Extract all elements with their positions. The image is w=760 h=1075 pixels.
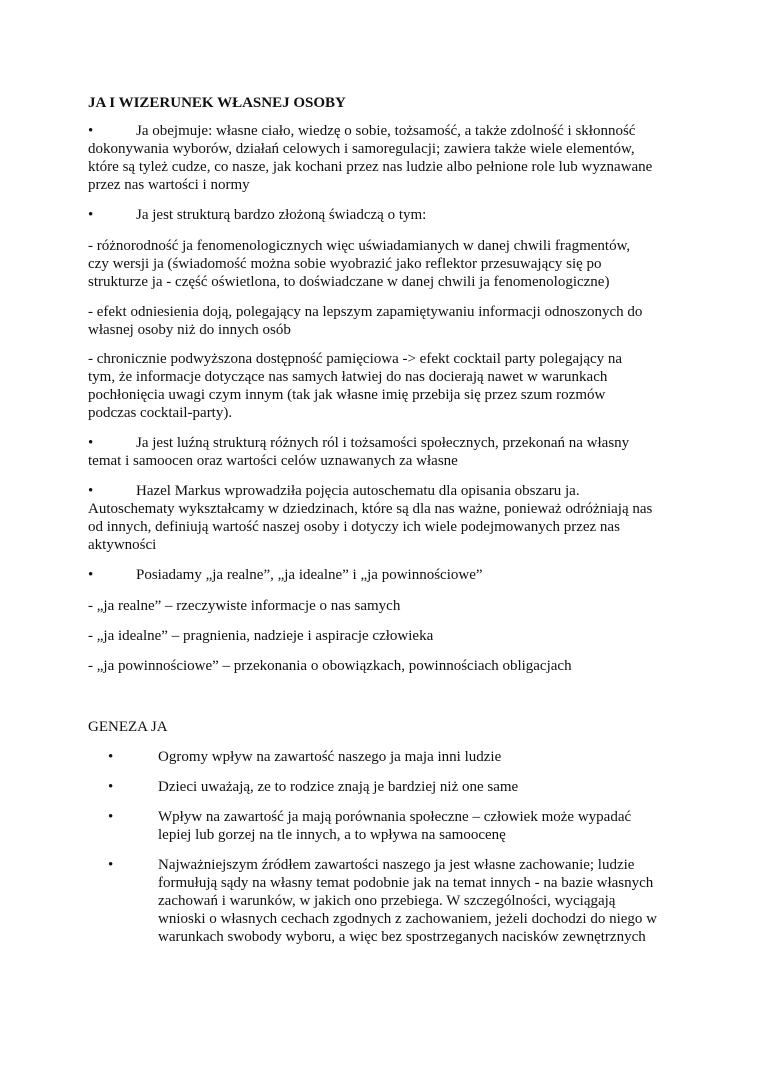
paragraph-efekt-odniesienia: [88, 303, 678, 339]
paragraph-line: Ja obejmuje: własne ciało, wiedzę o sobie, tożsamość, a także zdolność i skłonność: [136, 123, 636, 139]
paragraph-continuation: [88, 500, 678, 554]
paragraph-line: Posiadamy „ja realne”, „ja idealne” i „ja powinnościowe”: [136, 567, 483, 583]
paragraph-line: Ogromy wpływ na zawartość naszego ja maja inni ludzie: [158, 749, 502, 765]
paragraph-line: formułują sądy na własny temat podobnie jak na temat innych - na bazie własnych: [158, 875, 654, 891]
paragraph-line: podczas cocktail-party).: [88, 405, 233, 421]
paragraph-line: Ja jest strukturą bardzo złożoną świadczą o tym:: [136, 207, 427, 223]
paragraph-ja-realne: [88, 597, 678, 615]
paragraph-line: Dzieci uważają, ze to rodzice znają je bardziej niż one same: [158, 779, 519, 795]
bullet-symbol: •: [108, 809, 114, 825]
paragraph-ja-idealne: [88, 627, 678, 645]
paragraph-line: - różnorodność ja fenomenologicznych więc uświadamianych w danej chwili fragmentów,: [88, 238, 631, 254]
paragraph-line: - efekt odniesienia doją, polegający na lepszym zapamiętywaniu informacji odnoszonych do: [88, 304, 643, 320]
bullet-symbol: •: [88, 207, 94, 223]
paragraph-line: warunkach swobody wyboru, a więc bez spostrzeganych nacisków zewnętrznych: [158, 929, 646, 945]
section-title-geneza-ja: GENEZA JA: [88, 719, 168, 735]
paragraph-cocktail-party: [88, 350, 678, 422]
paragraph-line: aktywności: [88, 537, 157, 553]
paragraph-line: przez nas wartości i normy: [88, 177, 250, 193]
bullet-symbol: •: [88, 123, 94, 139]
paragraph-line: które są tyleż cudze, co nasze, jak kochani przez nas ludzie albo pełnione role lub wyznawane: [88, 159, 653, 175]
paragraph-line: - chronicznie podwyższona dostępność pamięciowa -> efekt cocktail party polegający na: [88, 351, 623, 367]
bullet-symbol: •: [108, 749, 114, 765]
bullet-symbol: •: [88, 435, 94, 451]
bullet-symbol: •: [108, 779, 114, 795]
bullet-symbol: •: [88, 483, 94, 499]
paragraph-line: Ja jest luźną strukturą różnych ról i tożsamości społecznych, przekonań na własny: [136, 435, 630, 451]
paragraph-line: dokonywania wyborów, działań celowych i samoregulacji; zawiera także wiele elementów,: [88, 141, 635, 157]
paragraph-line: temat i samoocen oraz wartości celów uznawanych za własne: [88, 453, 458, 469]
paragraph-line: Wpływ na zawartość ja mają porównania społeczne – człowiek może wypadać: [158, 809, 632, 825]
bullet-symbol: •: [108, 857, 114, 873]
paragraph-line: zachowań i warunków, w jakich ono przebiega. W szczególności, wyciągają: [158, 893, 616, 909]
paragraph-line: własnej osoby niż do innych osób: [88, 322, 291, 338]
paragraph-line: - „ja realne” – rzeczywiste informacje o nas samych: [88, 598, 401, 614]
list-item-text: [158, 856, 657, 946]
document-title: JA I WIZERUNEK WŁASNEJ OSOBY: [88, 95, 346, 111]
paragraph-line: - „ja idealne” – pragnienia, nadzieje i aspiracje człowieka: [88, 628, 434, 644]
paragraph-line: Najważniejszym źródłem zawartości naszego ja jest własne zachowanie; ludzie: [158, 857, 635, 873]
paragraph-line: strukturze ja - część oświetlona, to doświadczane w danej chwili ja fenomenologiczne): [88, 274, 610, 290]
paragraph-line: wnioski o własnych cechach zgodnych z zachowaniem, jeżeli dochodzi do niego w: [158, 911, 657, 927]
paragraph-line: Hazel Markus wprowadziła pojęcia autoschematu dla opisania obszaru ja.: [136, 483, 580, 499]
paragraph-line: od innych, definiują wartość naszej osoby i dotyczy ich wiele podejmowanych przez nas: [88, 519, 620, 535]
list-item-text: [158, 808, 631, 844]
paragraph-line: czy wersji ja (świadomość można sobie wyobrazić jako reflektor przesuwający się po: [88, 256, 602, 272]
paragraph-line: - „ja powinnościowe” – przekonania o obowiązkach, powinnościach obligacjach: [88, 658, 572, 674]
paragraph-continuation: [88, 140, 678, 194]
paragraph-line: Autoschematy wykształcamy w dziedzinach, które są dla nas ważne, ponieważ odróżniają nas: [88, 501, 653, 517]
paragraph-line: pochłonięcia uwagi czym innym (tak jak własne imię przebija się przez szum rozmów: [88, 387, 606, 403]
paragraph-continuation: [88, 452, 678, 470]
paragraph-line: tym, że informacje dotyczące nas samych łatwiej do nas docierają nawet w warunkach: [88, 369, 608, 385]
paragraph-line: lepiej lub gorzej na tle innych, a to wpływa na samoocenę: [158, 827, 506, 843]
paragraph-roznorodnosc: [88, 237, 678, 291]
bullet-symbol: •: [88, 567, 94, 583]
paragraph-ja-powinnosciowe: [88, 657, 678, 675]
